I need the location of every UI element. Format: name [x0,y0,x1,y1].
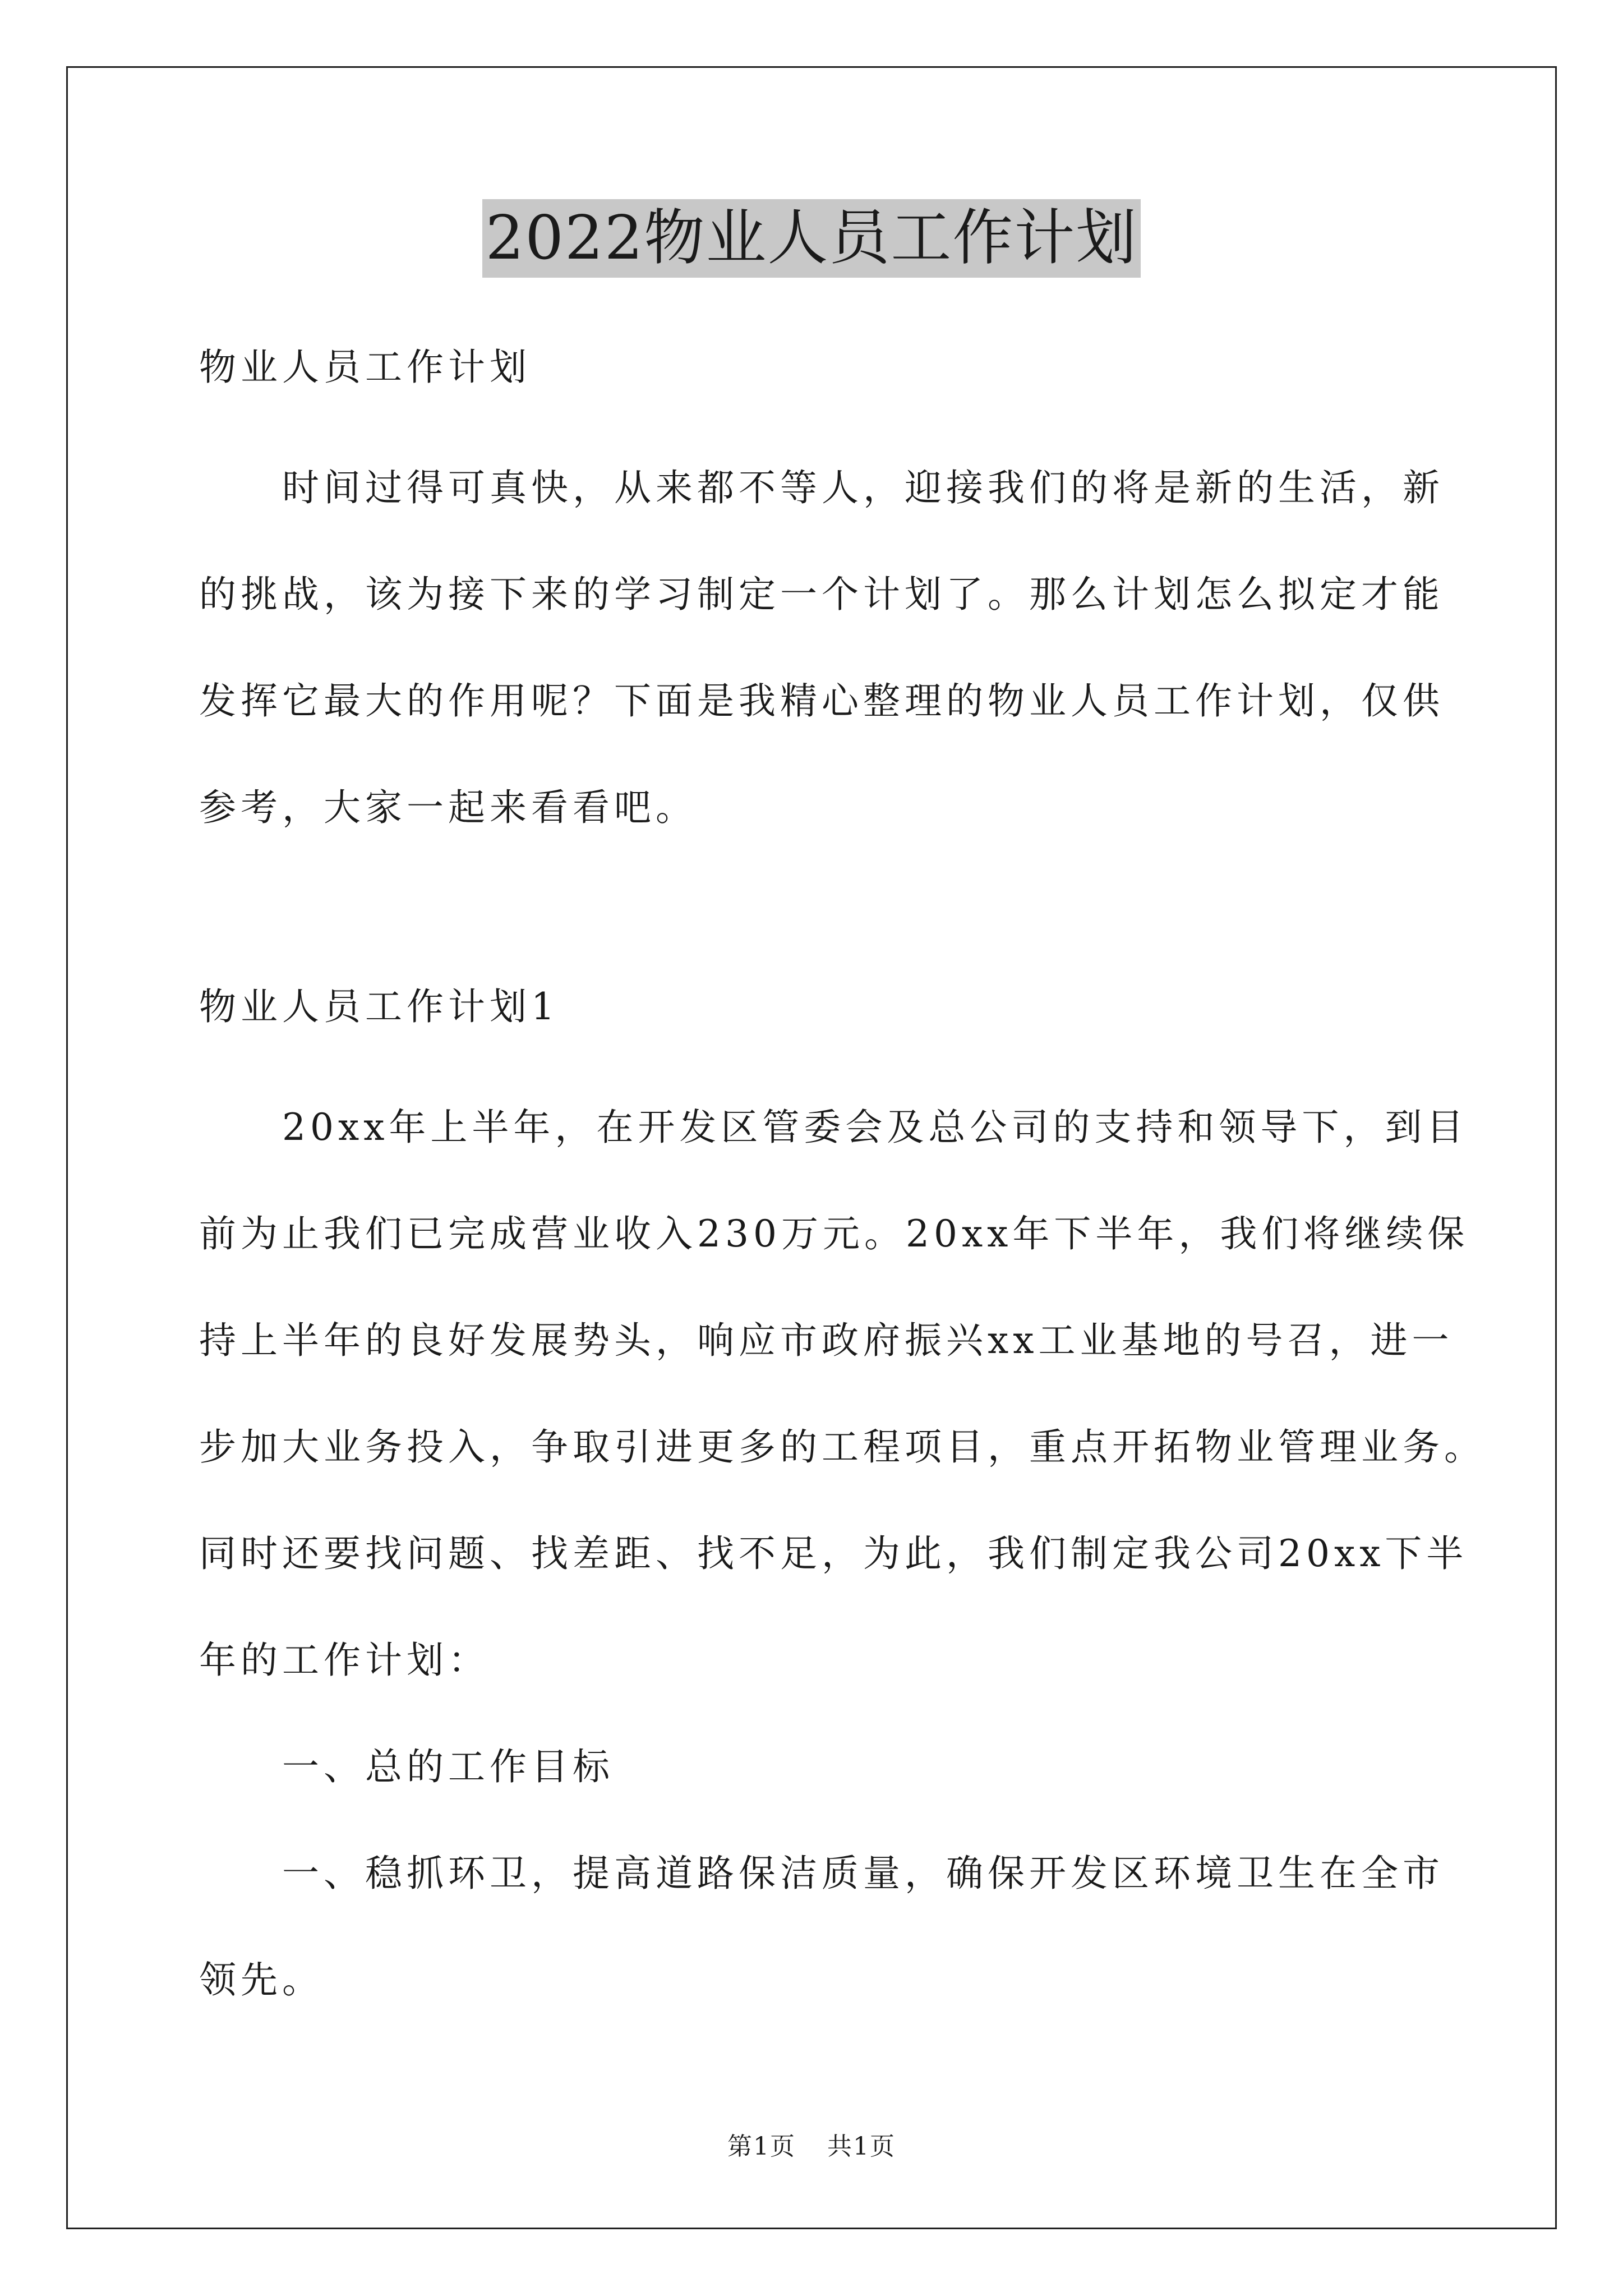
body-line: 步加大业务投入，争取引进更多的工程项目，重点开拓物业管理业务。 [199,1425,1486,1469]
body-line: 同时还要找问题、找差距、找不足，为此，我们制定我公司20xx下半 [199,1532,1468,1575]
goal-line: 一、稳抓环卫，提高道路保洁质量，确保开发区环境卫生在全市 [282,1852,1444,1895]
title-container [0,199,1623,278]
document-title: 2022物业人员工作计划 [482,199,1141,278]
body-line: 持上半年的良好发展势头，响应市政府振兴xx工业基地的号召，进一 [199,1319,1454,1362]
goal-heading: 一、总的工作目标 [282,1745,614,1788]
document-subtitle: 物业人员工作计划 [199,346,531,389]
page-number: 第1页 [727,2132,796,2161]
intro-paragraph [199,435,1444,861]
page-footer [0,2126,1623,2162]
intro-line: 时间过得可真快，从来都不等人，迎接我们的将是新的生活，新 [282,466,1444,509]
intro-line: 的挑战，该为接下来的学习制定一个计划了。那么计划怎么拟定才能 [199,573,1444,616]
intro-line: 发挥它最大的作用呢？下面是我精心整理的物业人员工作计划，仅供 [199,679,1444,723]
body-line: 20xx年上半年，在开发区管委会及总公司的支持和领导下，到目 [282,1106,1468,1149]
page-total: 共1页 [827,2132,896,2161]
section-heading: 物业人员工作计划1 [199,985,559,1028]
goal-line: 领先。 [199,1958,324,2001]
body-line: 年的工作计划： [199,1639,490,1682]
intro-line: 参考，大家一起来看看吧。 [199,786,697,829]
body-line: 前为止我们已完成营业收入230万元。20xx年下半年，我们将继续保 [199,1212,1469,1255]
body-paragraph [199,1074,1486,1714]
goal-paragraph [199,1820,1444,2033]
